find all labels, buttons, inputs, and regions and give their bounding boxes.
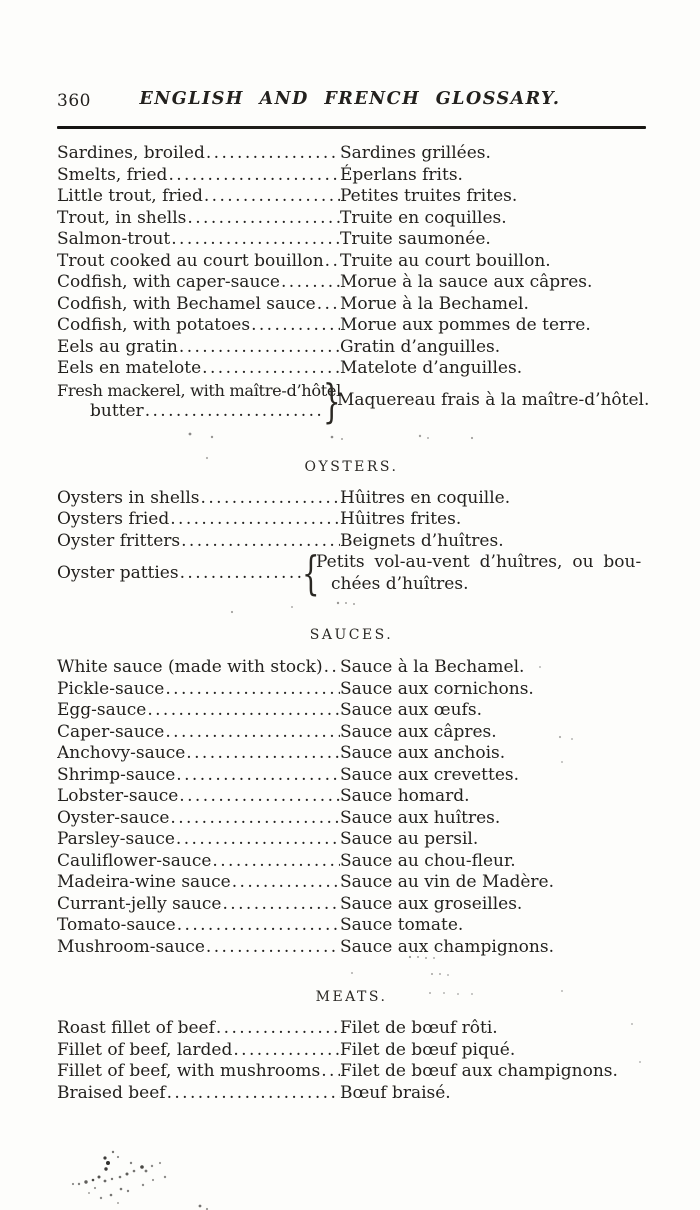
- french-term: Sauce homard.: [340, 786, 470, 806]
- glossary-row: [57, 679, 646, 701]
- section-oysters: [57, 458, 646, 596]
- english-term: Oyster-sauce .....: [57, 808, 340, 830]
- glossary-row: [57, 552, 646, 595]
- english-term: White sauce (made with stock) .....: [57, 657, 340, 679]
- section-heading-sauces: SAUCES.: [309, 627, 394, 643]
- english-term: Oyster fritters .....: [57, 531, 340, 553]
- french-term: Gratin d’anguilles.: [340, 336, 501, 357]
- dot-leader: [320, 1061, 340, 1083]
- english-term: Oysters in shells .....: [57, 488, 340, 510]
- dot-leader: [164, 679, 340, 701]
- french-term: Morue à la sauce aux câpres.: [340, 272, 593, 292]
- french-term: Sauce au persil.: [340, 829, 479, 849]
- english-term: Anchovy-sauce .....: [57, 743, 340, 765]
- dot-leader: [221, 894, 340, 916]
- section-sauces: [57, 626, 646, 958]
- glossary-row: [57, 229, 646, 251]
- english-term: Salmon-trout .....: [57, 229, 340, 251]
- english-term: [57, 380, 341, 423]
- glossary-row: [57, 872, 646, 894]
- french-term: Éperlans frits.: [340, 164, 463, 185]
- french-term: Sauce au vin de Madère.: [340, 872, 555, 892]
- glossary-row: [57, 315, 646, 337]
- french-term: Filet de bœuf piqué.: [340, 1039, 516, 1060]
- english-term: Oyster patties .....: [57, 563, 302, 585]
- dot-leader: [169, 509, 340, 531]
- glossary-row: [57, 894, 646, 916]
- english-term: Eels au gratin .....: [57, 337, 340, 359]
- glossary-row: [57, 294, 646, 316]
- dot-leader: [200, 488, 340, 510]
- french-term: Bœuf braisé.: [340, 1082, 451, 1103]
- section-meats: [57, 988, 646, 1104]
- french-term: Truite saumonée.: [340, 229, 491, 249]
- french-term: Filet de bœuf rôti.: [340, 1018, 498, 1038]
- dot-leader: [205, 937, 340, 959]
- glossary-row: [57, 915, 646, 937]
- glossary-row: [57, 851, 646, 873]
- french-term: Sardines grillées.: [340, 143, 491, 163]
- french-term-line2: chées d’huîtres.: [331, 573, 469, 594]
- dot-leader: [201, 358, 340, 380]
- dot-leader: [205, 143, 340, 165]
- dot-leader: [185, 743, 340, 765]
- left-brace-icon: [302, 552, 314, 595]
- french-term: Maquereau frais à la maître-d’hôtel.: [337, 390, 650, 411]
- english-term-line2: butter: [90, 401, 144, 421]
- french-term: Sauce aux crevettes.: [340, 764, 520, 785]
- french-term: Sauce aux anchois.: [340, 743, 506, 763]
- english-term: Eels en matelote .....: [57, 358, 340, 380]
- dot-leader: [203, 186, 340, 208]
- glossary-body: [57, 143, 650, 1104]
- glossary-row: [57, 1061, 646, 1083]
- english-term: Fillet of beef, larded .....: [57, 1040, 340, 1062]
- dot-leader: [250, 315, 340, 337]
- french-term: Sauce aux œufs.: [340, 700, 482, 720]
- english-term: Smelts, fried .....: [57, 165, 340, 187]
- french-term-line1: Petits vol-au-vent d’huîtres, ou bou-: [316, 552, 642, 572]
- french-term: Filet de bœuf aux champignons.: [340, 1061, 618, 1081]
- glossary-row: [57, 143, 646, 165]
- glossary-row: [57, 765, 646, 787]
- dot-leader: [231, 872, 340, 894]
- glossary-row: [57, 488, 646, 510]
- english-term: Little trout, fried .....: [57, 186, 340, 208]
- english-term: Pickle-sauce .....: [57, 679, 340, 701]
- french-term: Petites truites frites.: [340, 186, 518, 206]
- glossary-row: [57, 186, 646, 208]
- dot-leader: [215, 1018, 340, 1040]
- dot-leader: [211, 851, 340, 873]
- english-term: Fillet of beef, with mushrooms .....: [57, 1061, 340, 1083]
- section-fish: [57, 143, 650, 423]
- glossary-row: [57, 208, 646, 230]
- section-heading-oysters: OYSTERS.: [304, 458, 399, 475]
- french-term: Truite au court bouillon.: [340, 250, 551, 271]
- right-brace-icon: [323, 380, 335, 423]
- dot-leader: [323, 657, 340, 679]
- dot-leader: [170, 229, 340, 251]
- english-term: Mushroom-sauce .....: [57, 937, 340, 959]
- french-term: Sauce aux champignons.: [340, 936, 554, 957]
- section-heading-meats: MEATS.: [315, 989, 388, 1005]
- glossary-row: [57, 722, 646, 744]
- english-term: Trout cooked au court bouillon .....: [57, 251, 340, 273]
- french-term: Morue à la Bechamel.: [340, 293, 529, 314]
- english-term: Egg-sauce .....: [57, 700, 340, 722]
- english-term: Codfish, with potatoes .....: [57, 315, 340, 337]
- english-term: Currant-jelly sauce .....: [57, 894, 340, 916]
- french-term: Sauce tomate.: [340, 915, 464, 935]
- french-term: Sauce aux groseilles.: [340, 893, 523, 914]
- glossary-row: [57, 1083, 646, 1105]
- glossary-row: [57, 786, 646, 808]
- dot-leader: [186, 208, 340, 230]
- english-term: Sardines, broiled .....: [57, 143, 340, 165]
- glossary-row: [57, 380, 650, 423]
- dot-leader: [144, 401, 323, 423]
- glossary-row: [57, 337, 646, 359]
- dot-leader: [176, 915, 340, 937]
- english-term: Cauliflower-sauce .....: [57, 851, 340, 873]
- english-term-line1: Fresh mackerel, with maître-d’hôtel: [57, 380, 341, 400]
- french-term: Beignets d’huîtres.: [340, 530, 504, 551]
- glossary-row: [57, 808, 646, 830]
- french-term: Hûitres frites.: [340, 509, 462, 529]
- dot-leader: [178, 337, 340, 359]
- dot-leader: [175, 765, 340, 787]
- glossary-row: [57, 743, 646, 765]
- page-number: 360: [57, 91, 91, 111]
- glossary-row: [57, 1018, 646, 1040]
- dot-leader: [232, 1040, 340, 1062]
- english-term: Shrimp-sauce .....: [57, 765, 340, 787]
- english-term: Braised beef .....: [57, 1083, 340, 1105]
- glossary-row: [57, 251, 646, 273]
- dot-leader: [146, 700, 340, 722]
- dot-leader: [164, 722, 340, 744]
- running-title: ENGLISH AND FRENCH GLOSSARY.: [139, 89, 561, 109]
- dot-leader: [280, 272, 340, 294]
- glossary-row: [57, 1040, 646, 1062]
- french-term: [316, 552, 641, 595]
- french-term: Truite en coquilles.: [340, 207, 507, 228]
- french-term: Sauce aux huîtres.: [340, 807, 501, 828]
- dot-leader: [179, 563, 302, 585]
- english-term: Caper-sauce .....: [57, 722, 340, 744]
- english-term: Trout, in shells .....: [57, 208, 340, 230]
- french-term: Sauce aux cornichons.: [340, 678, 534, 699]
- glossary-row: [57, 657, 646, 679]
- header-rule: [57, 126, 646, 129]
- french-term: Hûitres en coquille.: [340, 487, 511, 508]
- dot-leader: [169, 808, 340, 830]
- glossary-row: [57, 700, 646, 722]
- glossary-row: [57, 358, 646, 380]
- dot-leader: [175, 829, 340, 851]
- english-term: Codfish, with Bechamel sauce .....: [57, 294, 340, 316]
- dot-leader: [167, 165, 340, 187]
- french-term: Sauce au chou-fleur.: [340, 850, 516, 871]
- glossary-row: [57, 509, 646, 531]
- dot-leader: [316, 294, 340, 316]
- french-term: Matelote d’anguilles.: [340, 358, 523, 378]
- dot-leader: [324, 251, 340, 273]
- glossary-row: [57, 937, 646, 959]
- glossary-row: [57, 272, 646, 294]
- french-term: Sauce aux câpres.: [340, 721, 497, 742]
- english-term: Madeira-wine sauce .....: [57, 872, 340, 894]
- french-term: Morue aux pommes de terre.: [340, 315, 591, 335]
- glossary-row: [57, 165, 646, 187]
- french-term: Sauce à la Bechamel.: [340, 657, 525, 677]
- glossary-row: [57, 531, 646, 553]
- english-term: Parsley-sauce .....: [57, 829, 340, 851]
- english-term: Oysters fried .....: [57, 509, 340, 531]
- english-term: Tomato-sauce .....: [57, 915, 340, 937]
- glossary-row: [57, 829, 646, 851]
- english-term: Roast fillet of beef .....: [57, 1018, 340, 1040]
- dot-leader: [178, 786, 340, 808]
- dot-leader: [166, 1083, 340, 1105]
- english-term: Lobster-sauce .....: [57, 786, 340, 808]
- english-term: Codfish, with caper-sauce .....: [57, 272, 340, 294]
